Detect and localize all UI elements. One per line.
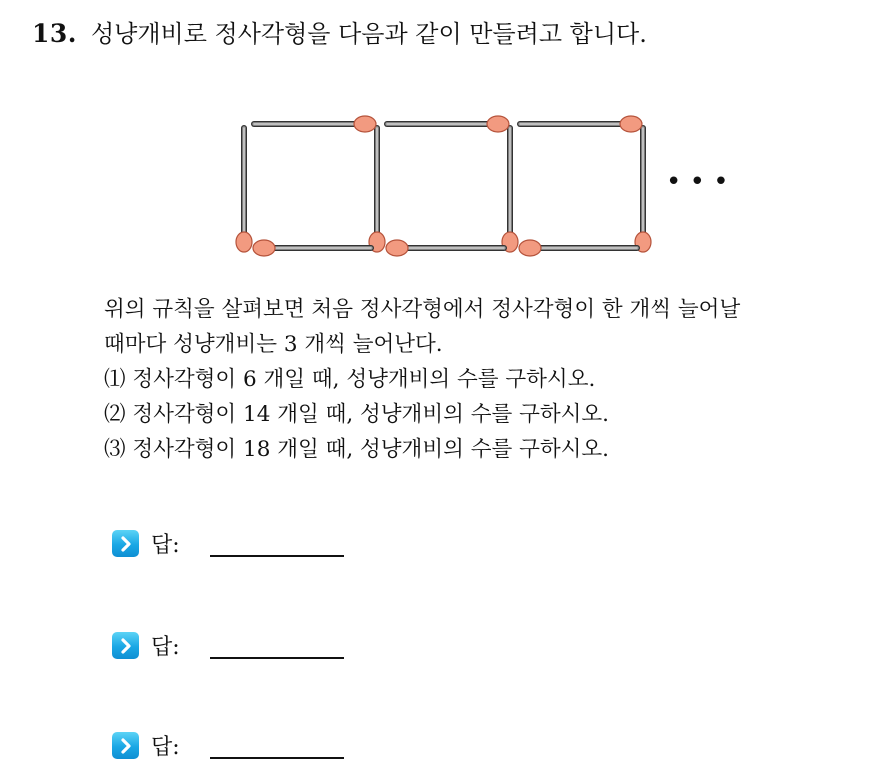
sub-question-2: ⑵ 정사각형이 14 개일 때, 성냥개비의 수를 구하시오. xyxy=(104,402,609,427)
answer-blank[interactable] xyxy=(210,757,344,759)
matchstick-figure xyxy=(230,108,730,258)
matchstick-squares-diagram xyxy=(230,108,730,258)
chevron-right-icon xyxy=(112,632,139,659)
match-head xyxy=(519,240,541,256)
match-head xyxy=(354,116,376,132)
answer-blank[interactable] xyxy=(210,657,344,659)
answer-label: 답: xyxy=(151,635,180,660)
description-line: 위의 규칙을 살펴보면 처음 정사각형에서 정사각형이 한 개씩 늘어날 xyxy=(104,297,741,322)
question-number: 13. xyxy=(32,19,77,48)
description-line: 때마다 성냥개비는 3 개씩 늘어난다. xyxy=(104,332,443,357)
ellipsis: • • • xyxy=(666,167,729,197)
question-header xyxy=(32,14,647,49)
match-head xyxy=(487,116,509,132)
answer-label: 답: xyxy=(151,735,180,760)
sub-question-3: ⑶ 정사각형이 18 개일 때, 성냥개비의 수를 구하시오. xyxy=(104,437,609,462)
answer-row-2 xyxy=(112,630,344,661)
answer-row-1 xyxy=(112,528,344,559)
match-head xyxy=(253,240,275,256)
match-head xyxy=(386,240,408,256)
chevron-right-icon xyxy=(112,732,139,759)
answer-label: 답: xyxy=(151,533,180,558)
answer-blank[interactable] xyxy=(210,555,344,557)
question-title: 성냥개비로 정사각형을 다음과 같이 만들려고 합니다. xyxy=(91,20,647,48)
match-head xyxy=(620,116,642,132)
chevron-right-icon xyxy=(112,530,139,557)
problem-description xyxy=(104,292,874,467)
sub-question-1: ⑴ 정사각형이 6 개일 때, 성냥개비의 수를 구하시오. xyxy=(104,367,596,392)
match-head xyxy=(236,232,252,252)
answer-row-3 xyxy=(112,730,344,761)
